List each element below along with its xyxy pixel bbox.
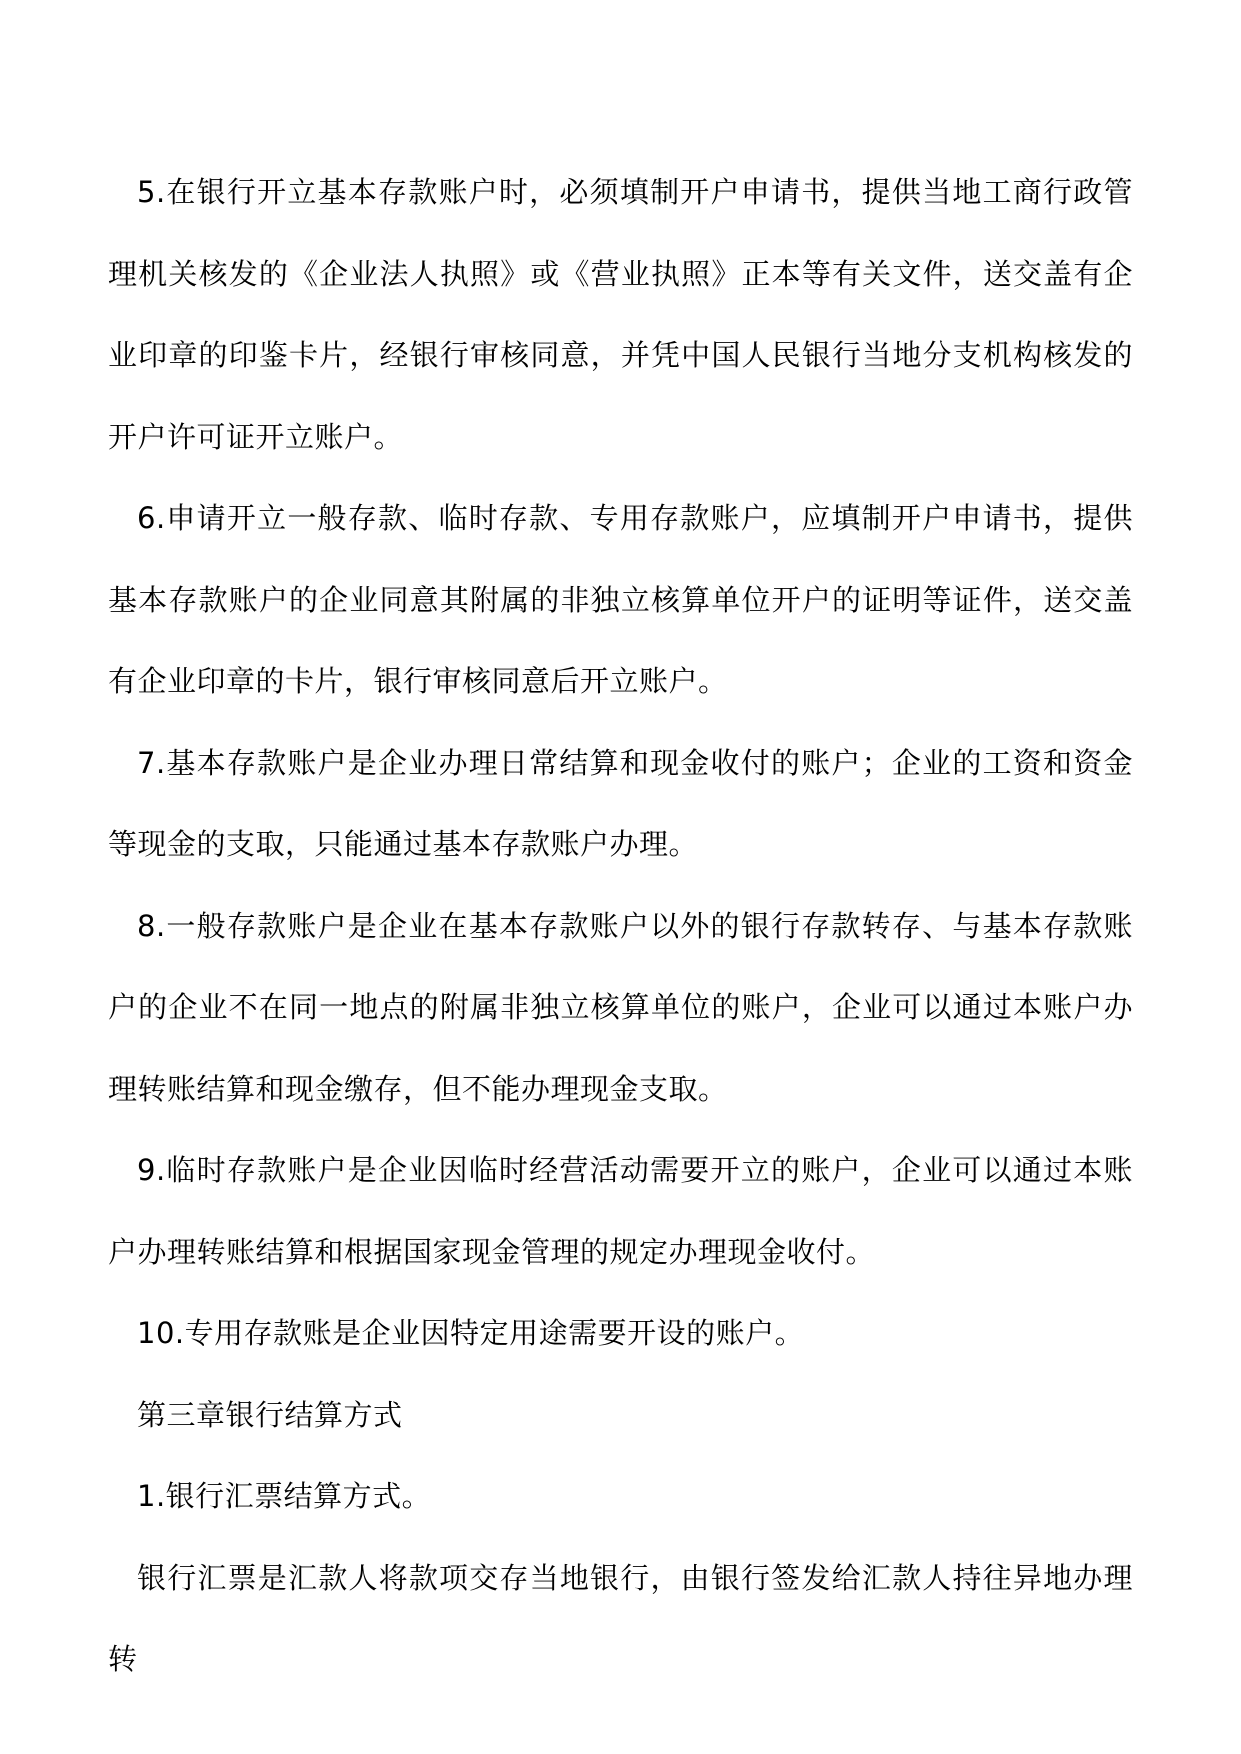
chapter-heading: 第三章银行结算方式 [137,1397,403,1432]
paragraph-5-basic-account-opening: 5.在银行开立基本存款账户时，必须填制开户申请书，提供当地工商行政管理机关核发的《企业法人执照》或《营业执照》正本等有关文件，送交盖有企业印章的印鉴卡片，经银行审核同意，并凭中国人民银行当地分支机构核发的开户许可证开立账户。 [108,175,1133,454]
document-page [108,152,1133,1701]
paragraph-10-special-account: 10.专用存款账是企业因特定用途需要开设的账户。 [137,1316,805,1350]
paragraph-bank-draft-definition: 银行汇票是汇款人将款项交存当地银行，由银行签发给汇款人持往异地办理转 [108,1560,1133,1676]
section-heading-bank-draft: 1.银行汇票结算方式。 [137,1479,432,1513]
paragraph-8-general-account: 8.一般存款账户是企业在基本存款账户以外的银行存款转存、与基本存款账户的企业不在同一地点的附属非独立核算单位的账户，企业可以通过本账户办理转账结算和现金缴存，但不能办理现金支取。 [108,908,1133,1106]
paragraph-9-temporary-account: 9.临时存款账户是企业因临时经营活动需要开立的账户，企业可以通过本账户办理转账结算和根据国家现金管理的规定办理现金收付。 [108,1153,1133,1269]
paragraph-7-basic-account-usage: 7.基本存款账户是企业办理日常结算和现金收付的账户；企业的工资和资金等现金的支取，只能通过基本存款账户办理。 [108,745,1133,861]
paragraph-6-other-accounts-opening: 6.申请开立一般存款、临时存款、专用存款账户，应填制开户申请书，提供基本存款账户的企业同意其附属的非独立核算单位开户的证明等证件，送交盖有企业印章的卡片，银行审核同意后开立账户。 [108,501,1133,698]
